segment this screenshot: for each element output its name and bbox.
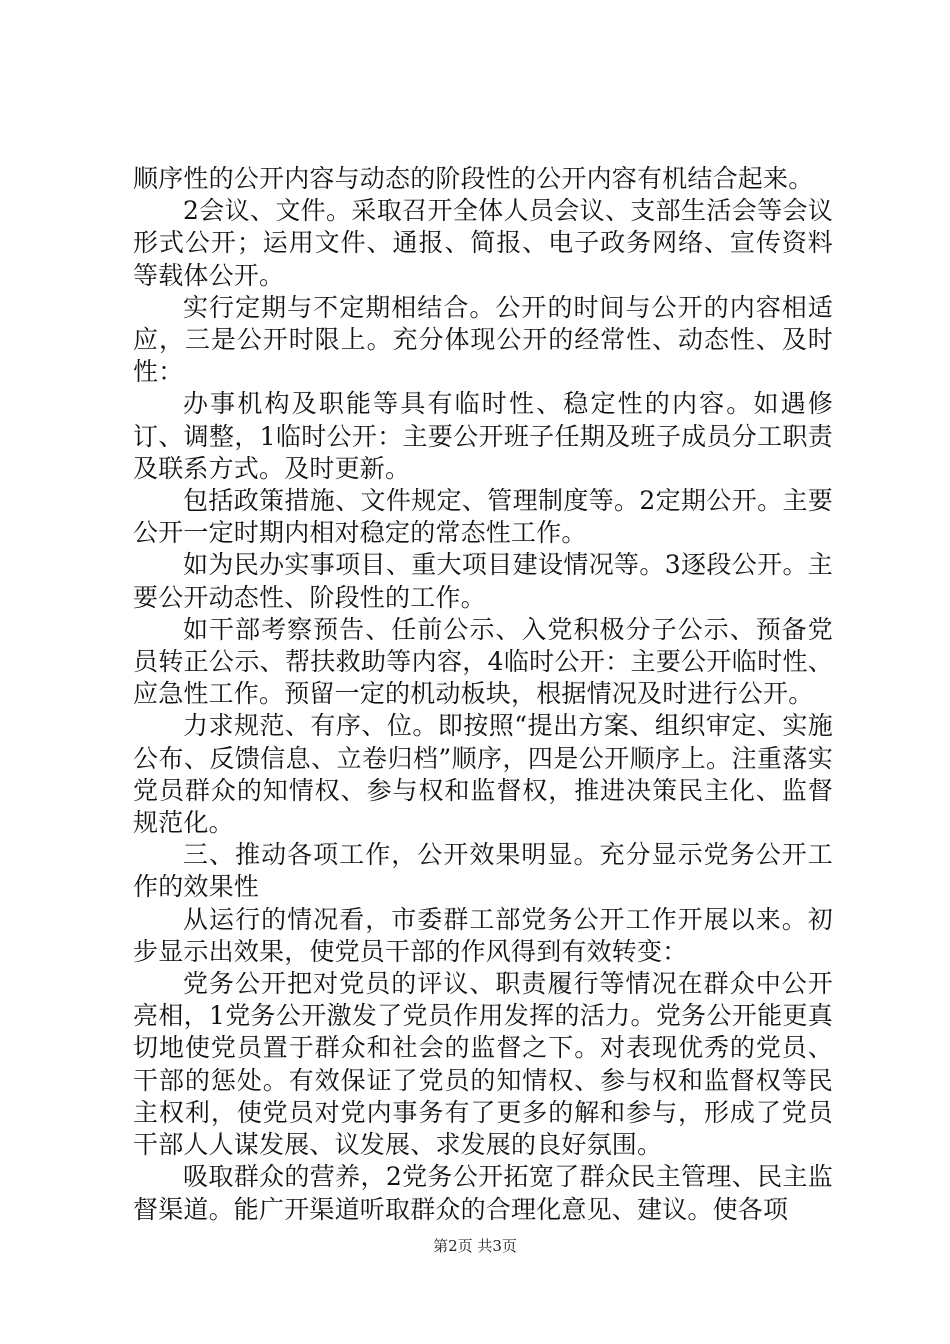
paragraph: 如干部考察预告、任前公示、入党积极分子公示、预备党员转正公示、帮扶救助等内容，4临时公开：主要公开临时性、应急性工作。预留一定的机动板块，根据情况及时进行公开。 — [133, 614, 833, 709]
document-body — [133, 163, 833, 1226]
paragraph: 如为民办实事项目、重大项目建设情况等。3逐段公开。主要公开动态性、阶段性的工作。 — [133, 550, 833, 612]
page-number-footer: 第2页 共3页 — [433, 1237, 517, 1255]
paragraph: 从运行的情况看，市委群工部党务公开工作开展以来。初步显示出效果，使党员干部的作风得到有效转变： — [133, 904, 833, 966]
paragraph: 三、推动各项工作，公开效果明显。充分显示党务公开工作的效果性 — [133, 840, 833, 902]
paragraph: 2会议、文件。采取召开全体人员会议、支部生活会等会议形式公开；运用文件、通报、简报、电子政务网络、宣传资料等载体公开。 — [133, 196, 833, 290]
paragraph: 顺序性的公开内容与动态的阶段性的公开内容有机结合起来。 — [133, 164, 814, 193]
paragraph: 包括政策措施、文件规定、管理制度等。2定期公开。主要公开一定时期内相对稳定的常态性工作。 — [133, 486, 833, 548]
paragraph: 实行定期与不定期相结合。公开的时间与公开的内容相适应，三是公开时限上。充分体现公开的经常性、动态性、及时性： — [133, 292, 833, 387]
paragraph: 力求规范、有序、位。即按照“提出方案、组织审定、实施公布、反馈信息、立卷归档”顺序，四是公开顺序上。注重落实党员群众的知情权、参与权和监督权，推进决策民主化、监督规范化。 — [133, 711, 833, 838]
paragraph: 吸取群众的营养，2党务公开拓宽了群众民主管理、民主监督渠道。能广开渠道听取群众的合理化意见、建议。使各项 — [133, 1162, 833, 1224]
paragraph: 办事机构及职能等具有临时性、稳定性的内容。如遇修订、调整，1临时公开：主要公开班子任期及班子成员分工职责及联系方式。及时更新。 — [133, 389, 833, 483]
paragraph: 党务公开把对党员的评议、职责履行等情况在群众中公开亮相，1党务公开激发了党员作用发挥的活力。党务公开能更真切地使党员置于群众和社会的监督之下。对表现优秀的党员、干部的惩处。有效保证了党员的知情权、参与权和监督权等民主权利，使党员对党内事务有了更多的解和参与，形成了党员干部人人谋发展、议发展、求发展的良好氛围。 — [133, 969, 833, 1160]
